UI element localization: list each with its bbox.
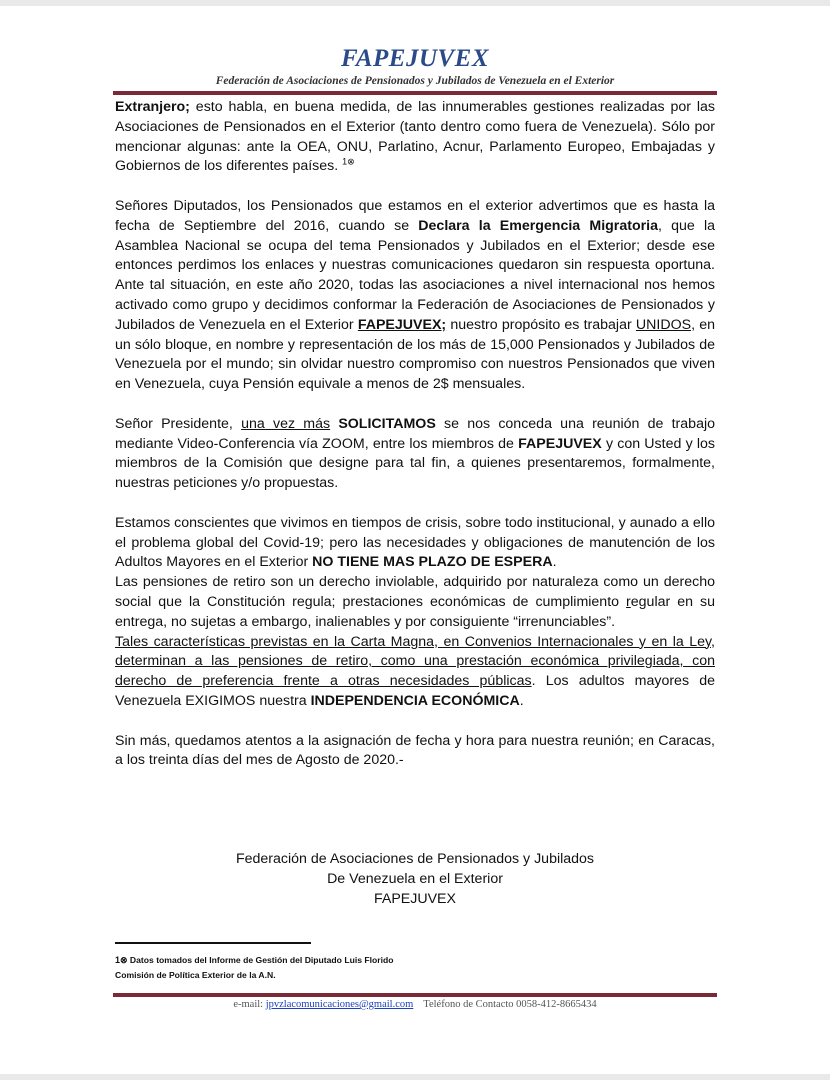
p3-text-c: y con Usted y los miembros de la Comisión que designe para tal fin, a quienes presentaremos, formalmente, nuestras peticiones y/o propuestas. (115, 435, 715, 492)
p2-bold-emergency: Declara la Emergencia Migratoria (418, 217, 658, 234)
p2-fapejuvex: FAPEJUVEX; (357, 316, 447, 333)
p2-text-d: en un sólo bloque, en nombre y representación de los más de 15,000 Pensionados y Jubilados de Venezuela por el mundo; sin olvidar nuestro compromiso con nuestros Pensionados que viven en Venezuela, cuya Pensión equivale a menos de 2$ mensuales. (115, 316, 715, 393)
p3-text-a: Señor Presidente, (115, 415, 242, 432)
letterhead (0, 44, 830, 88)
p4-bold-plazo: NO TIENE MAS PLAZO DE ESPERA (312, 554, 553, 571)
p6-bold-independencia: INDEPENDENCIA ECONÓMICA (310, 692, 520, 709)
footnote-ref: 1⊗ (342, 156, 355, 167)
p2-unidos: UNIDOS, (635, 316, 696, 333)
p2-text-b: , que la Asamblea Nacional se ocupa del tema Pensionados y Jubilados en el Exterior; desde ese entonces perdimos los enlaces y nuestras comunicaciones quedaron sin respuesta oportuna. Ante tal situación, en este año 2020, todas las asociaciones a nivel internacional nos hemos activado como grupo y decidimos conformar la Federación de Asociaciones de Pensionados y Jubilados de Venezuela en el Exterior (115, 217, 715, 333)
phone-text: Teléfono de Contacto 0058-412-8665434 (423, 999, 597, 1010)
paragraph-6 (115, 633, 715, 712)
footnote-divider (115, 942, 311, 944)
letterhead-title: FAPEJUVEX (340, 45, 490, 72)
letter-body (115, 98, 715, 791)
paragraph-3 (115, 415, 715, 494)
footnote-line-1: Datos tomados del Informe de Gestión del Diputado Luis Florido (127, 955, 394, 965)
p3-una-vez-mas: una vez más (241, 415, 331, 432)
bottom-band (0, 1074, 830, 1080)
email-link[interactable]: jpvzlacomunicaciones@gmail.com (265, 999, 414, 1010)
p3-fapejuvex: FAPEJUVEX (518, 435, 602, 452)
p3-solicitamos: SOLICITAMOS (338, 415, 436, 432)
p6-text-a: . Los adultos mayores de Venezuela EXIGIMOS nuestra (115, 673, 715, 709)
footer (0, 999, 830, 1010)
signature-line-1: Federación de Asociaciones de Pensionados y Jubilados (235, 851, 595, 867)
paragraph-2 (115, 197, 715, 395)
p4-text-a: Estamos conscientes que vivimos en tiempos de crisis, sobre todo institucional, y aunado a ello el problema global del Covid-19; pero las necesidades y obligaciones de manutención de los Adultos Mayores en el Exterior (115, 514, 715, 571)
footnote (115, 953, 615, 983)
paragraph-4 (115, 514, 715, 573)
p1-text: esto habla, en buena medida, de las innumerables gestiones realizadas por las Asociaciones de Pensionados en el Exterior (tanto dentro como fuera de Venezuela). Sólo por mencionar algunas: ante la OEA, ONU, Parlatino, Acnur, Parlamento Europeo, Embajadas y Gobiernos de los diferentes países. (115, 99, 715, 175)
letterhead-subtitle: Federación de Asociaciones de Pensionados y Jubilados de Venezuela en el Exterior (215, 75, 615, 87)
email-label: e-mail: (233, 999, 266, 1010)
p5-text-b: egular en su entrega, no sujetas a embargo, inalienables y por consiguiente “irrenunciables”. (115, 593, 716, 630)
p5-underlined-r: r (626, 593, 631, 610)
p2-text-c: nuestro propósito es trabajar (446, 316, 636, 333)
signature-line-3: FAPEJUVEX (373, 890, 456, 907)
signature-block (115, 850, 715, 909)
footnote-mark: 1⊗ (115, 955, 128, 965)
p2-text-a: Señores Diputados, los Pensionados que estamos en el exterior advertimos que es hasta la fecha de Septiembre del 2016, cuando se (115, 197, 715, 234)
p3-text-b: se nos conceda una reunión de trabajo mediante Video-Conferencia vía ZOOM, entre los miembros de (115, 415, 715, 452)
p5-text-a: Las pensiones de retiro son un derecho inviolable, adquirido por naturaleza como un derecho social que la Constitución regula; prestaciones económicas de cumplimiento (115, 574, 715, 610)
header-divider (113, 91, 717, 95)
top-band (0, 0, 830, 6)
footer-divider (113, 993, 717, 997)
p4-period: . (552, 554, 557, 571)
footnote-line-2: Comisión de Política Exterior de la A.N. (115, 970, 276, 980)
p1-bold-lead: Extranjero; (115, 99, 190, 115)
signature-line-2: De Venezuela en el Exterior (327, 870, 503, 887)
paragraph-1 (115, 98, 715, 177)
paragraph-7 (115, 732, 715, 772)
paragraph-5 (115, 573, 715, 632)
p6-period: . (519, 692, 524, 709)
p6-underlined: Tales características previstas en la Carta Magna, en Convenios Internacionales y en la Ley, determinan a las pensiones de retiro, como una prestación económica privilegiada, con derecho de preferencia frente a otras necesidades públicas (115, 633, 715, 690)
p7-text: Sin más, quedamos atentos a la asignación de fecha y hora para nuestra reunión; en Caracas, a los treinta días del mes de Agosto de 2020.- (115, 732, 715, 769)
